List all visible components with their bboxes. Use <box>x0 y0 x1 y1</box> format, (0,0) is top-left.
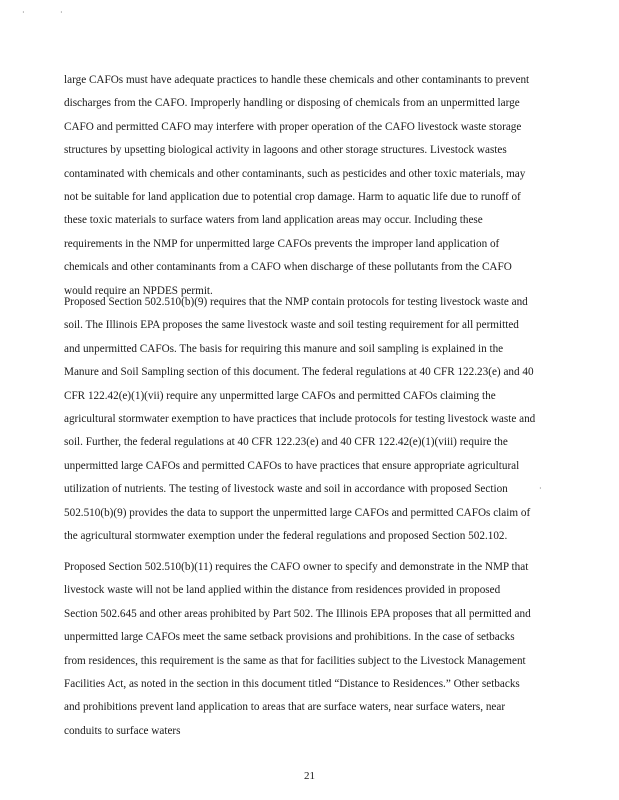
paragraph-cafo-chemicals: large CAFOs must have adequate practices to handle these chemicals and other contaminants to prevent discharges from the CAFO. Improperly handling or disposing of chemicals from an unpermitted large CAFO and permitted CAFO may interfere with proper operation of the CAFO livestock waste storage structures by upsetting biological activity in lagoons and other storage structures. Livestock wastes contaminated with chemicals and other contaminants, such as pesticides and other toxic materials, may not be suitable for land application due to potential crop damage. Harm to aquatic life due to runoff of these toxic materials to surface waters from land application areas may occur. Including these requirements in the NMP for unpermitted large CAFOs prevents the improper land application of chemicals and other contaminants from a CAFO when discharge of these pollutants from the CAFO would require an NPDES permit. <box>64 74 530 297</box>
page-number: 21 <box>304 770 315 782</box>
scan-artifact-mark: · <box>539 484 542 493</box>
paragraph-setbacks: Proposed Section 502.510(b)(11) requires the CAFO owner to specify and demonstrate in the NMP that livestock waste will not be land applied within the distance from residences provided in proposed Section 502.645 and other areas prohibited by Part 502. The Illinois EPA proposes that all permitted and unpermitted large CAFOs meet the same setback provisions and prohibitions. In the case of setbacks from residences, this requirement is the same as that for facilities subject to the Livestock Management Facilities Act, as noted in the section in this document titled “Distance to Residences.” Other setbacks and prohibitions prevent land application to areas that are surface waters, near surface waters, near conduits to surface waters <box>64 561 531 737</box>
scan-artifact-mark: · <box>22 8 25 17</box>
scan-artifact-mark: · <box>60 8 63 17</box>
paragraph-testing-protocols: Proposed Section 502.510(b)(9) requires that the NMP contain protocols for testing livestock waste and soil. The Illinois EPA proposes the same livestock waste and soil testing requirement for all permitted and unpermitted CAFOs. The basis for requiring this manure and soil sampling is explained in the Manure and Soil Sampling section of this document. The federal regulations at 40 CFR 122.23(e) and 40 CFR 122.42(e)(1)(vii) require any unpermitted large CAFOs and permitted CAFOs claiming the agricultural stormwater exemption to have practices that include protocols for testing livestock waste and soil. Further, the federal regulations at 40 CFR 122.23(e) and 40 CFR 122.42(e)(1)(viii) require the unpermitted large CAFOs and permitted CAFOs to have practices that ensure appropriate agricultural utilization of nutrients. The testing of livestock waste and soil in accordance with proposed Section 502.510(b)(9) provides the data to support the unpermitted large CAFOs and permitted CAFOs claim of the agricultural stormwater exemption under the federal regulations and proposed Section 502.102. <box>64 296 536 543</box>
